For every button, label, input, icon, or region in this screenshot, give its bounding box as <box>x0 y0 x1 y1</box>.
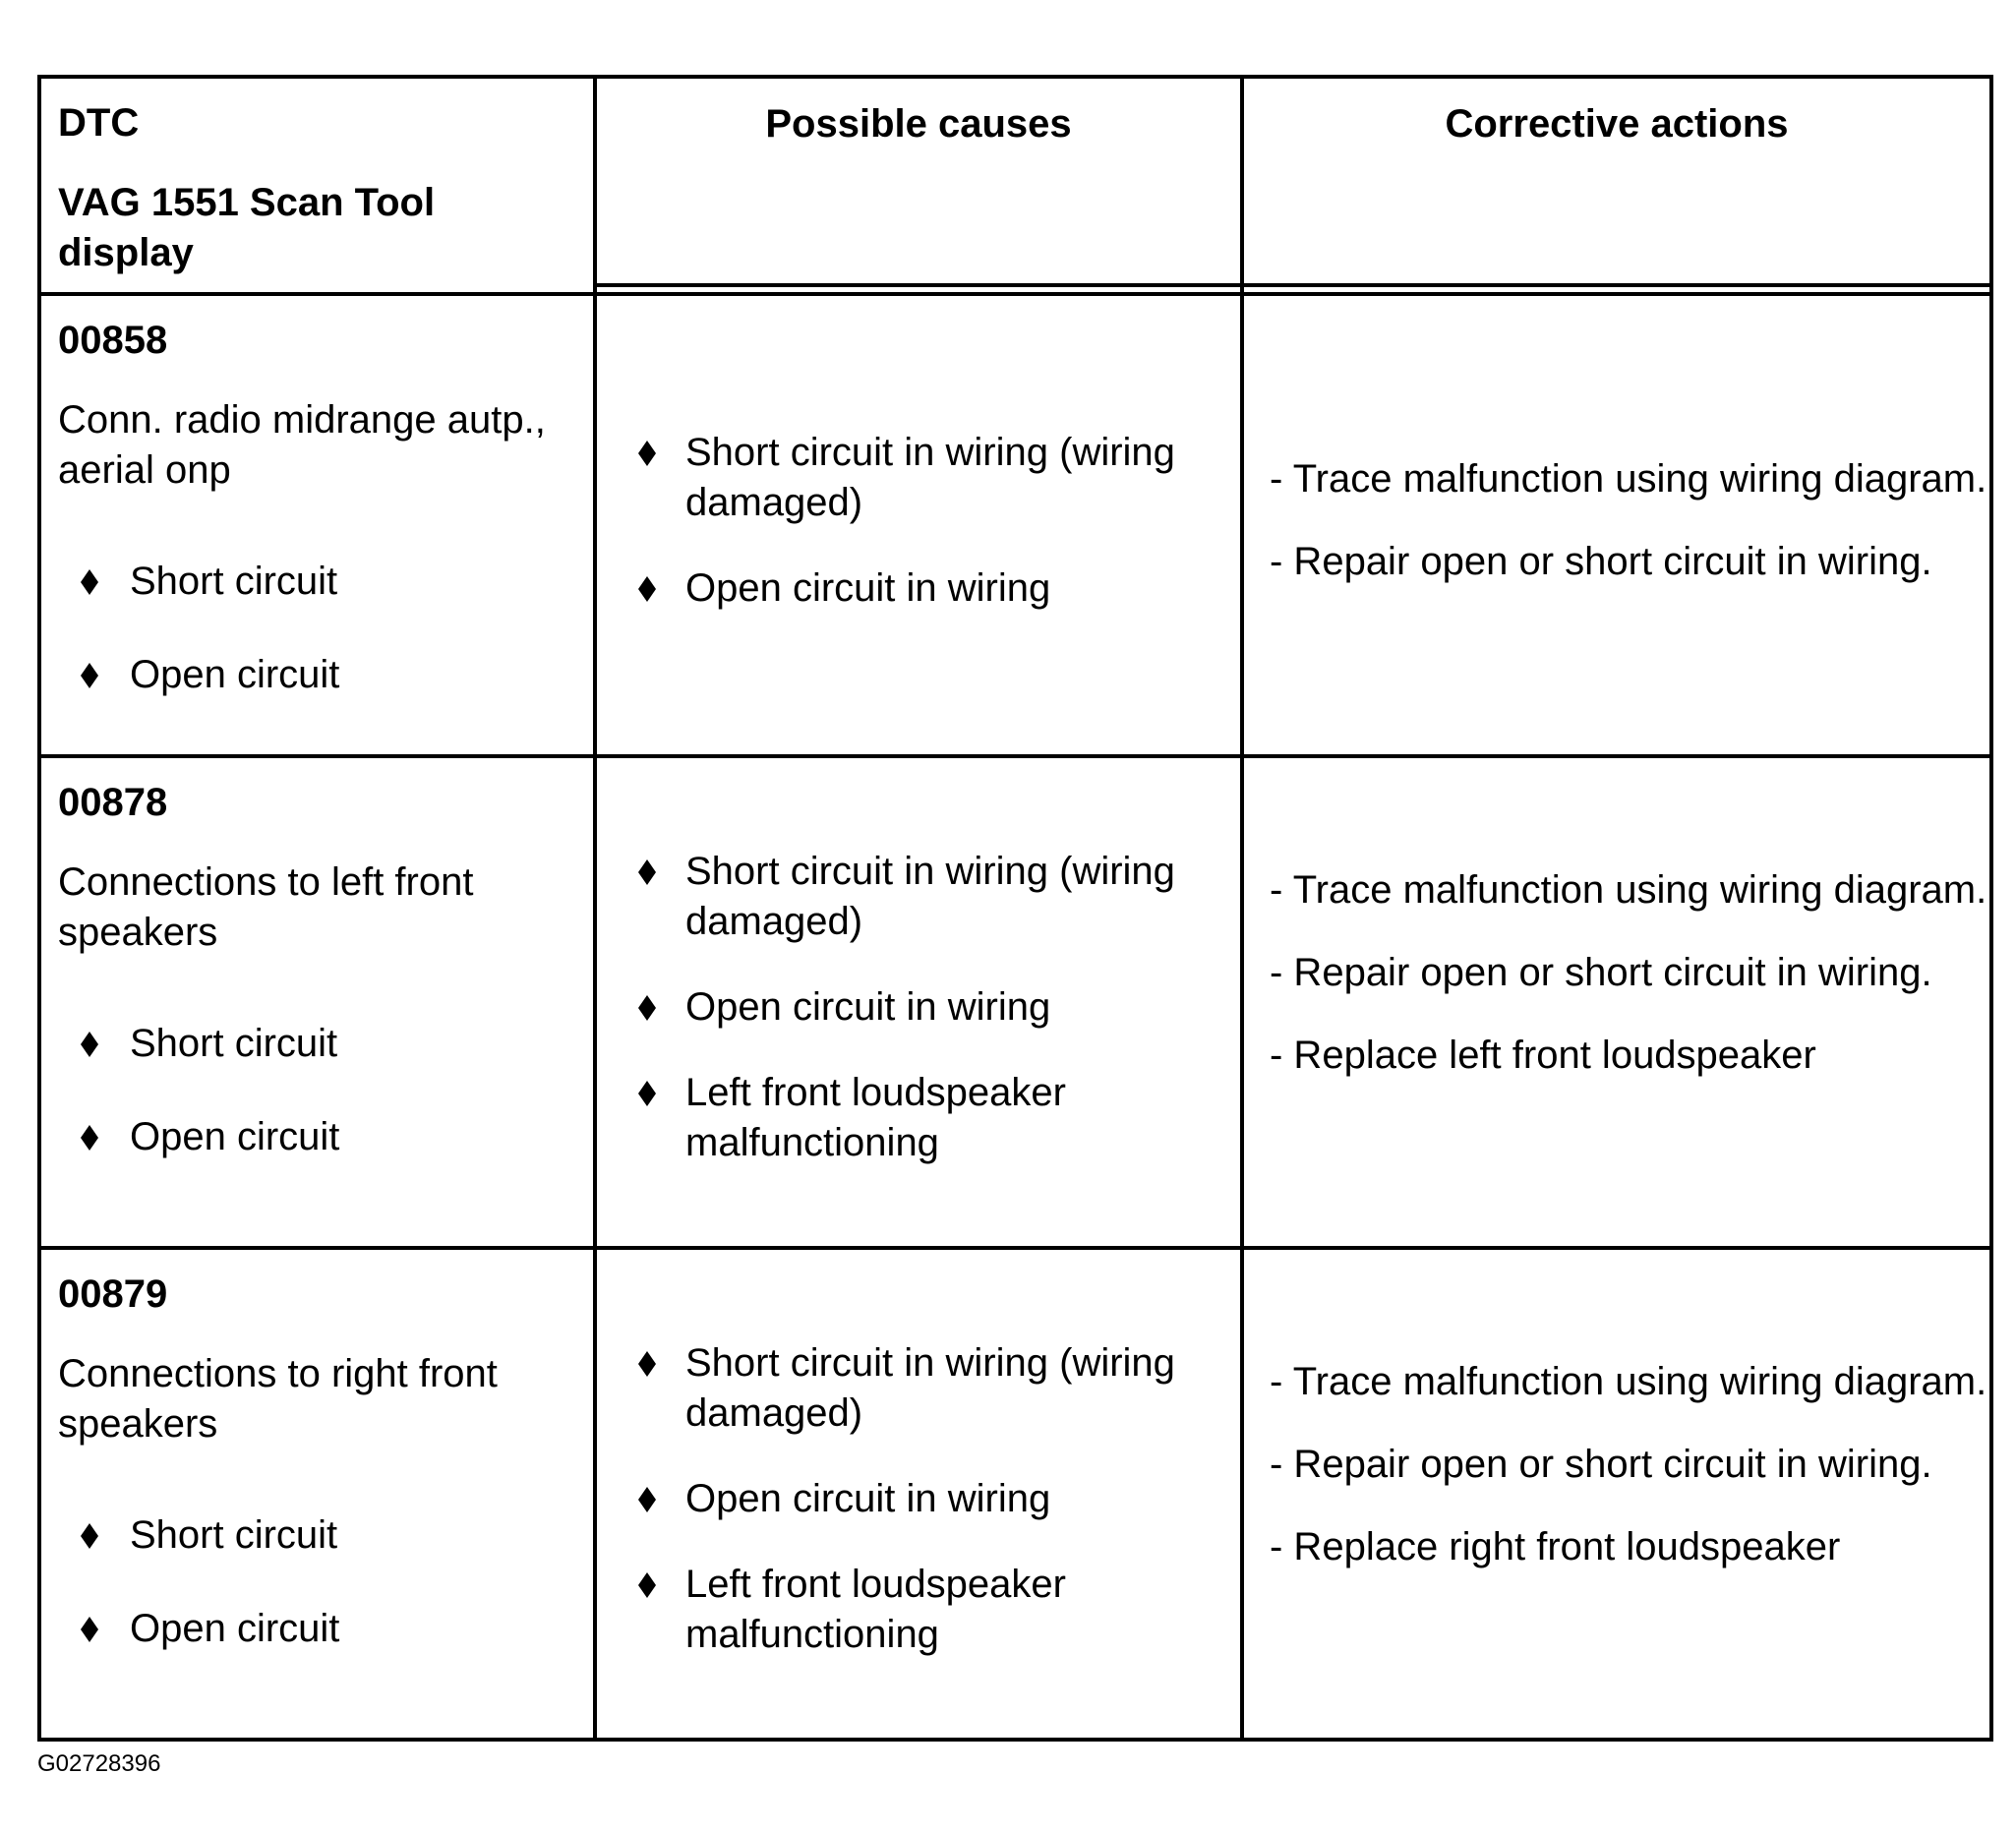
cause-text: Open circuit in wiring <box>685 565 1051 610</box>
dtc-description: Conn. radio midrange autp., aerial onp <box>58 398 546 492</box>
dtc-cell <box>39 1248 595 1740</box>
list-item <box>58 650 579 700</box>
causes-cell <box>595 1248 1242 1740</box>
header-causes-blank <box>595 285 1242 294</box>
header-dtc-cell <box>39 77 595 294</box>
symptom-text: Open circuit <box>130 1607 340 1650</box>
dtc-description: Connections to right front speakers <box>58 1352 498 1446</box>
cause-text: Open circuit in wiring <box>685 984 1051 1029</box>
symptom-list <box>58 1019 579 1162</box>
header-row-top <box>39 77 1991 285</box>
cause-text: Left front loudspeaker malfunctioning <box>685 1562 1066 1656</box>
header-display-label: VAG 1551 Scan Tool display <box>58 181 436 274</box>
list-item <box>597 847 1240 947</box>
list-item <box>597 1068 1240 1168</box>
diamond-bullet-icon <box>81 1523 98 1549</box>
action-text: - Replace left front loudspeaker <box>1270 1033 1816 1077</box>
dtc-code: 00858 <box>58 319 168 362</box>
diamond-bullet-icon <box>81 569 98 595</box>
header-actions-blank <box>1242 285 1991 294</box>
header-causes: Possible causes <box>595 77 1242 285</box>
diamond-bullet-icon <box>638 1572 656 1598</box>
diamond-bullet-icon <box>638 441 656 466</box>
list-item <box>597 1474 1240 1524</box>
list-item <box>597 1560 1240 1660</box>
diamond-bullet-icon <box>81 1125 98 1151</box>
symptom-text: Short circuit <box>130 1513 338 1557</box>
list-item <box>597 428 1240 528</box>
list-item <box>597 982 1240 1033</box>
dtc-table <box>37 75 1993 1742</box>
action-text: - Trace malfunction using wiring diagram. <box>1270 1359 1987 1403</box>
action-text: - Trace malfunction using wiring diagram. <box>1270 456 1987 501</box>
diamond-bullet-icon <box>638 576 656 602</box>
list-item <box>597 1338 1240 1439</box>
table-row <box>39 756 1991 1248</box>
diamond-bullet-icon <box>81 663 98 688</box>
causes-cell <box>595 756 1242 1248</box>
actions-cell <box>1242 756 1991 1248</box>
cause-list <box>597 1338 1240 1660</box>
cause-list <box>597 847 1240 1168</box>
symptom-text: Open circuit <box>130 1115 340 1158</box>
symptom-list <box>58 557 579 700</box>
symptom-text: Short circuit <box>130 560 338 603</box>
table-row <box>39 294 1991 756</box>
cause-text: Left front loudspeaker malfunctioning <box>685 1070 1066 1164</box>
actions-cell <box>1242 294 1991 756</box>
diamond-bullet-icon <box>81 1032 98 1057</box>
cause-text: Short circuit in wiring (wiring damaged) <box>685 1340 1175 1435</box>
list-item <box>58 1019 579 1069</box>
symptom-list <box>58 1510 579 1654</box>
diamond-bullet-icon <box>638 1351 656 1377</box>
diamond-bullet-icon <box>638 859 656 885</box>
table-row <box>39 1248 1991 1740</box>
causes-cell <box>595 294 1242 756</box>
action-text: - Repair open or short circuit in wiring. <box>1270 950 1932 994</box>
symptom-text: Open circuit <box>130 653 340 696</box>
diamond-bullet-icon <box>638 995 656 1021</box>
cause-text: Short circuit in wiring (wiring damaged) <box>685 430 1175 524</box>
action-text: - Replace right front loudspeaker <box>1270 1524 1841 1568</box>
dtc-cell <box>39 294 595 756</box>
actions-cell <box>1242 1248 1991 1740</box>
figure-id: G02728396 <box>37 1750 161 1777</box>
header-dtc-label: DTC <box>58 101 140 145</box>
list-item <box>58 1510 579 1561</box>
action-text: - Repair open or short circuit in wiring. <box>1270 1442 1932 1486</box>
list-item <box>597 563 1240 614</box>
dtc-description: Connections to left front speakers <box>58 860 474 954</box>
dtc-code: 00878 <box>58 781 168 824</box>
diamond-bullet-icon <box>638 1487 656 1512</box>
list-item <box>58 1604 579 1654</box>
cause-list <box>597 428 1240 614</box>
diamond-bullet-icon <box>638 1081 656 1106</box>
action-text: - Repair open or short circuit in wiring. <box>1270 539 1932 583</box>
list-item <box>58 557 579 607</box>
cause-text: Open circuit in wiring <box>685 1476 1051 1520</box>
dtc-code: 00879 <box>58 1272 168 1316</box>
cause-text: Short circuit in wiring (wiring damaged) <box>685 849 1175 943</box>
header-actions: Corrective actions <box>1242 77 1991 285</box>
action-text: - Trace malfunction using wiring diagram. <box>1270 867 1987 912</box>
symptom-text: Short circuit <box>130 1022 338 1065</box>
dtc-cell <box>39 756 595 1248</box>
list-item <box>58 1112 579 1162</box>
diamond-bullet-icon <box>81 1617 98 1642</box>
